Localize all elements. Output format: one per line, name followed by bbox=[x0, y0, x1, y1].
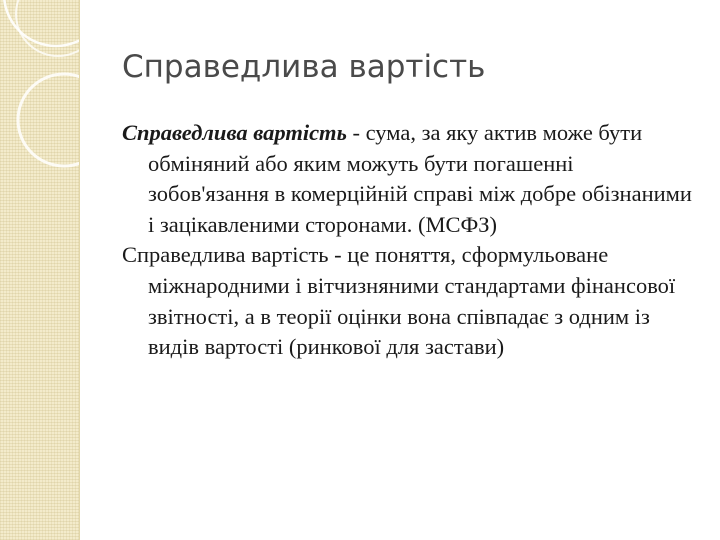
circle-ornament-icon bbox=[0, 0, 79, 540]
slide-title: Справедлива вартість bbox=[122, 49, 486, 85]
explanation-text: Справедлива вартість - це поняття, сформульоване міжнародними і вітчизняними стандартами фінансової звітності, а в теорії оцінки вона співпадає з одним із видів вартості (ринкової для застави) bbox=[122, 242, 676, 360]
definition-paragraph bbox=[122, 118, 697, 240]
slide-body bbox=[122, 118, 697, 363]
defined-term: Справедлива вартість bbox=[122, 120, 347, 145]
explanation-paragraph bbox=[122, 240, 697, 362]
definition-text: - сума, за яку актив може бути обміняний або яким можуть бути погашенні зобов'язання в комерційній справі між добре обізнаними і зацікавленими сторонами. (МСФЗ) bbox=[148, 120, 692, 237]
decorative-sidebar bbox=[0, 0, 80, 540]
